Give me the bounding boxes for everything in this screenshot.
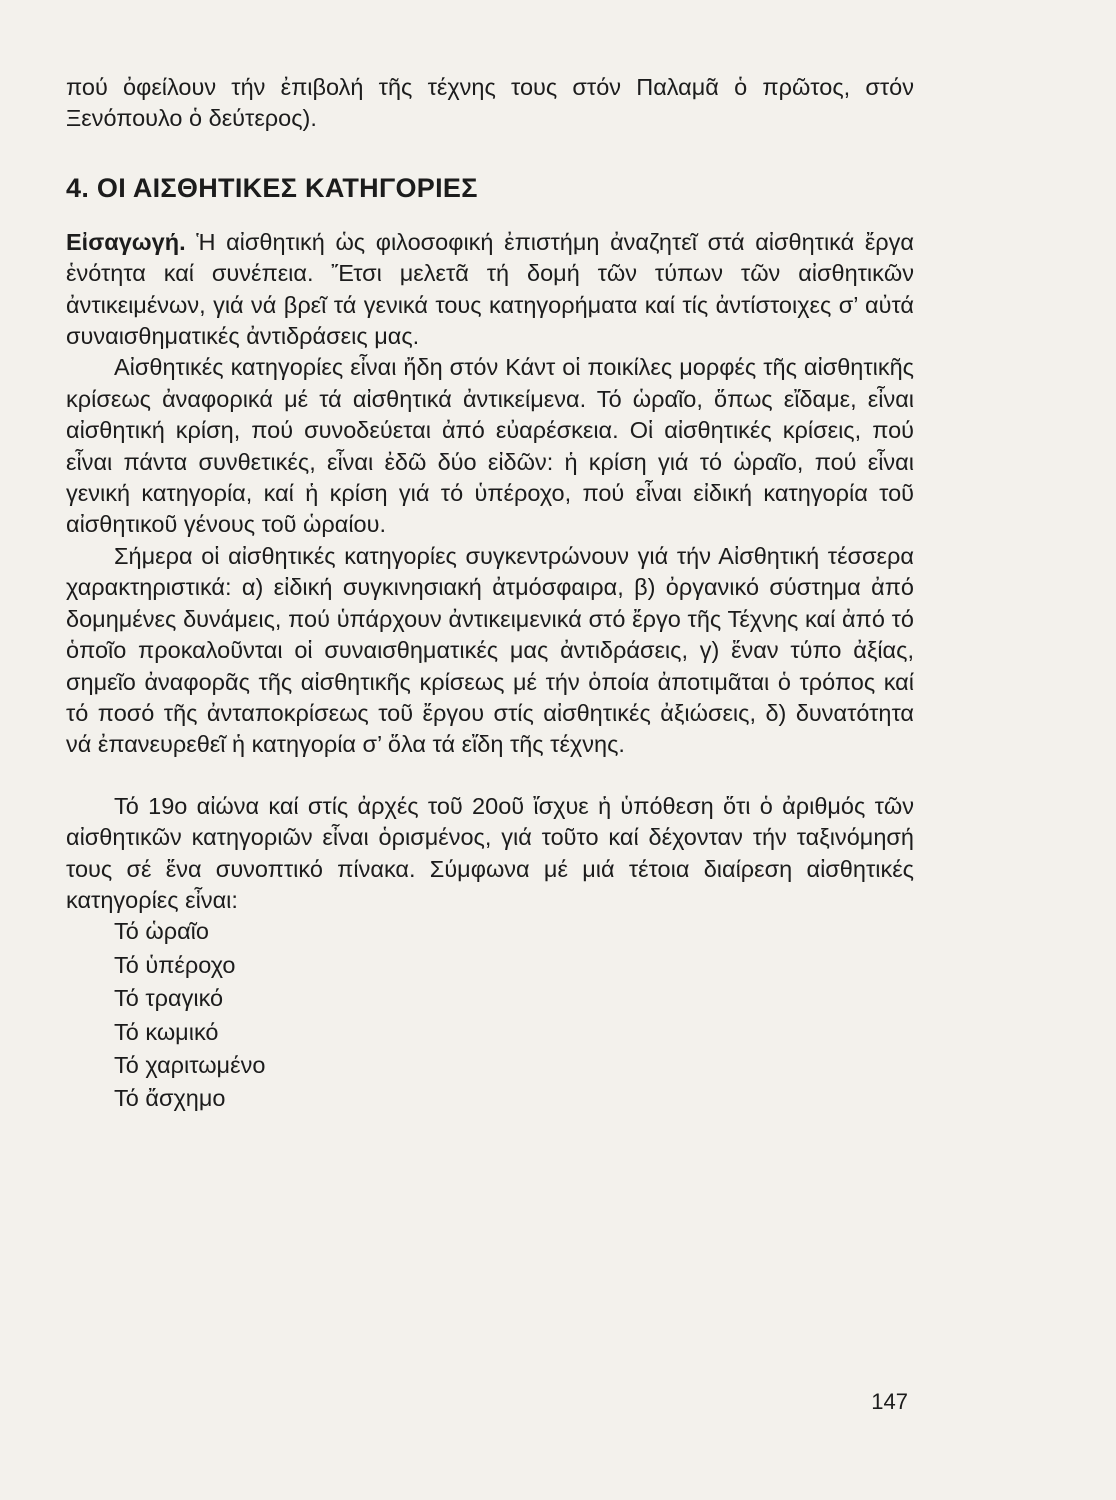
kant-paragraph: Αἰσθητικές κατηγορίες εἶναι ἤδη στόν Κάντ οἱ ποικίλες μορφές τῆς αἰσθητικῆς κρίσεως ἀναφορικά μέ τά αἰσθητικά ἀντικείμενα. Τό ὡραῖο, ὅπως εἴδαμε, εἶναι αἰσθητική κρίση, πού συνοδεύεται ἀπό εὐαρέσκεια. Οἱ αἰσθητικές κρίσεις, πού εἶναι πάντα συνθετικές, εἶναι ἐδῶ δύο εἰδῶν: ἡ κρίση γιά τό ὡραῖο, πού εἶναι γενική κατηγορία, καί ἡ κρίση γιά τό ὑπέροχο, πού εἶναι εἰδική κατηγορία τοῦ αἰσθητικοῦ γένους τοῦ ὡραίου. bbox=[66, 354, 914, 538]
category-item: Τό ὑπέροχο bbox=[114, 951, 236, 978]
today-paragraph: Σήμερα οἱ αἰσθητικές κατηγορίες συγκεντρώνουν γιά τήν Αἰσθητική τέσσερα χαρακτηριστικά: α) εἰδική συγκινησιακή ἀτμόσφαιρα, β) ὀργανικό σύστημα ἀπό δομημένες δυνάμεις, πού ὑπάρχουν ἀντικειμενικά στό ἔργο τῆς Τέχνης καί ἀπό τό ὁποῖο προκαλοῦνται οἱ συναισθηματικές μας ἀντιδράσεις, γ) ἕναν τύπο ἀξίας, σημεῖο ἀναφορᾶς τῆς αἰσθητικῆς κρίσεως μέ τήν ὁποία ἀποτιμᾶται ὁ τρόπος καί τό ποσό τῆς ἀνταποκρίσεως τοῦ ἔργου στίς αἰσθητικές ἀξιώσεις, δ) δυνατότητα νά ἐπανευρεθεῖ ἡ κατηγορία σ’ ὅλα τά εἴδη τῆς τέχνης. bbox=[66, 542, 914, 758]
intro-text: Ἡ αἰσθητική ὡς φιλοσοφική ἐπιστήμη ἀναζητεῖ στά αἰσθητικά ἔργα ἑνότητα καί συνέπεια. Ἔτσι μελετᾶ τή δομή τῶν τύπων τῶν αἰσθητικῶν ἀντικειμένων, γιά νά βρεῖ τά γενικά τους κατηγορήματα καί τίς ἀντίστοιχες σ’ αὐτά συναισθηματικές ἀντιδράσεις μας. bbox=[66, 228, 915, 350]
category-item: Τό τραγικό bbox=[114, 985, 224, 1012]
paragraph-gap bbox=[66, 761, 914, 791]
page-number: 147 bbox=[871, 1389, 908, 1414]
section-heading: 4. ΟΙ ΑΙΣΘΗΤΙΚΕΣ ΚΑΤΗΓΟΡΙΕΣ bbox=[66, 172, 478, 203]
intro-lead: Εἰσαγωγή. bbox=[66, 228, 186, 255]
continuation-paragraph: πού ὀφείλουν τήν ἐπιβολή τῆς τέχνης τους στόν Παλαμᾶ ὁ πρῶτος, στόν Ξενόπουλο ὁ δεύτερος). bbox=[66, 74, 914, 132]
nineteenth-century-paragraph: Τό 19ο αἰώνα καί στίς ἀρχές τοῦ 20οῦ ἴσχυε ἡ ὑπόθεση ὅτι ὁ ἀριθμός τῶν αἰσθητικῶν κατηγοριῶν εἶναι ὁρισμένος, γιά τοῦτο καί δέχονταν τήν ταξινόμησή τους σέ ἕνα συνοπτικό πίνακα. Σύμφωνα μέ μιά τέτοια διαίρεση αἰσθητικές κατηγορίες εἶναι: bbox=[66, 792, 914, 913]
category-item: Τό κωμικό bbox=[114, 1018, 219, 1045]
intro-paragraph bbox=[66, 227, 914, 353]
category-item: Τό χαριτωμένο bbox=[114, 1051, 266, 1078]
category-item: Τό ἄσχημο bbox=[114, 1085, 226, 1112]
category-list bbox=[114, 916, 914, 1114]
book-page bbox=[66, 72, 914, 1117]
category-item: Τό ὡραῖο bbox=[114, 918, 209, 945]
